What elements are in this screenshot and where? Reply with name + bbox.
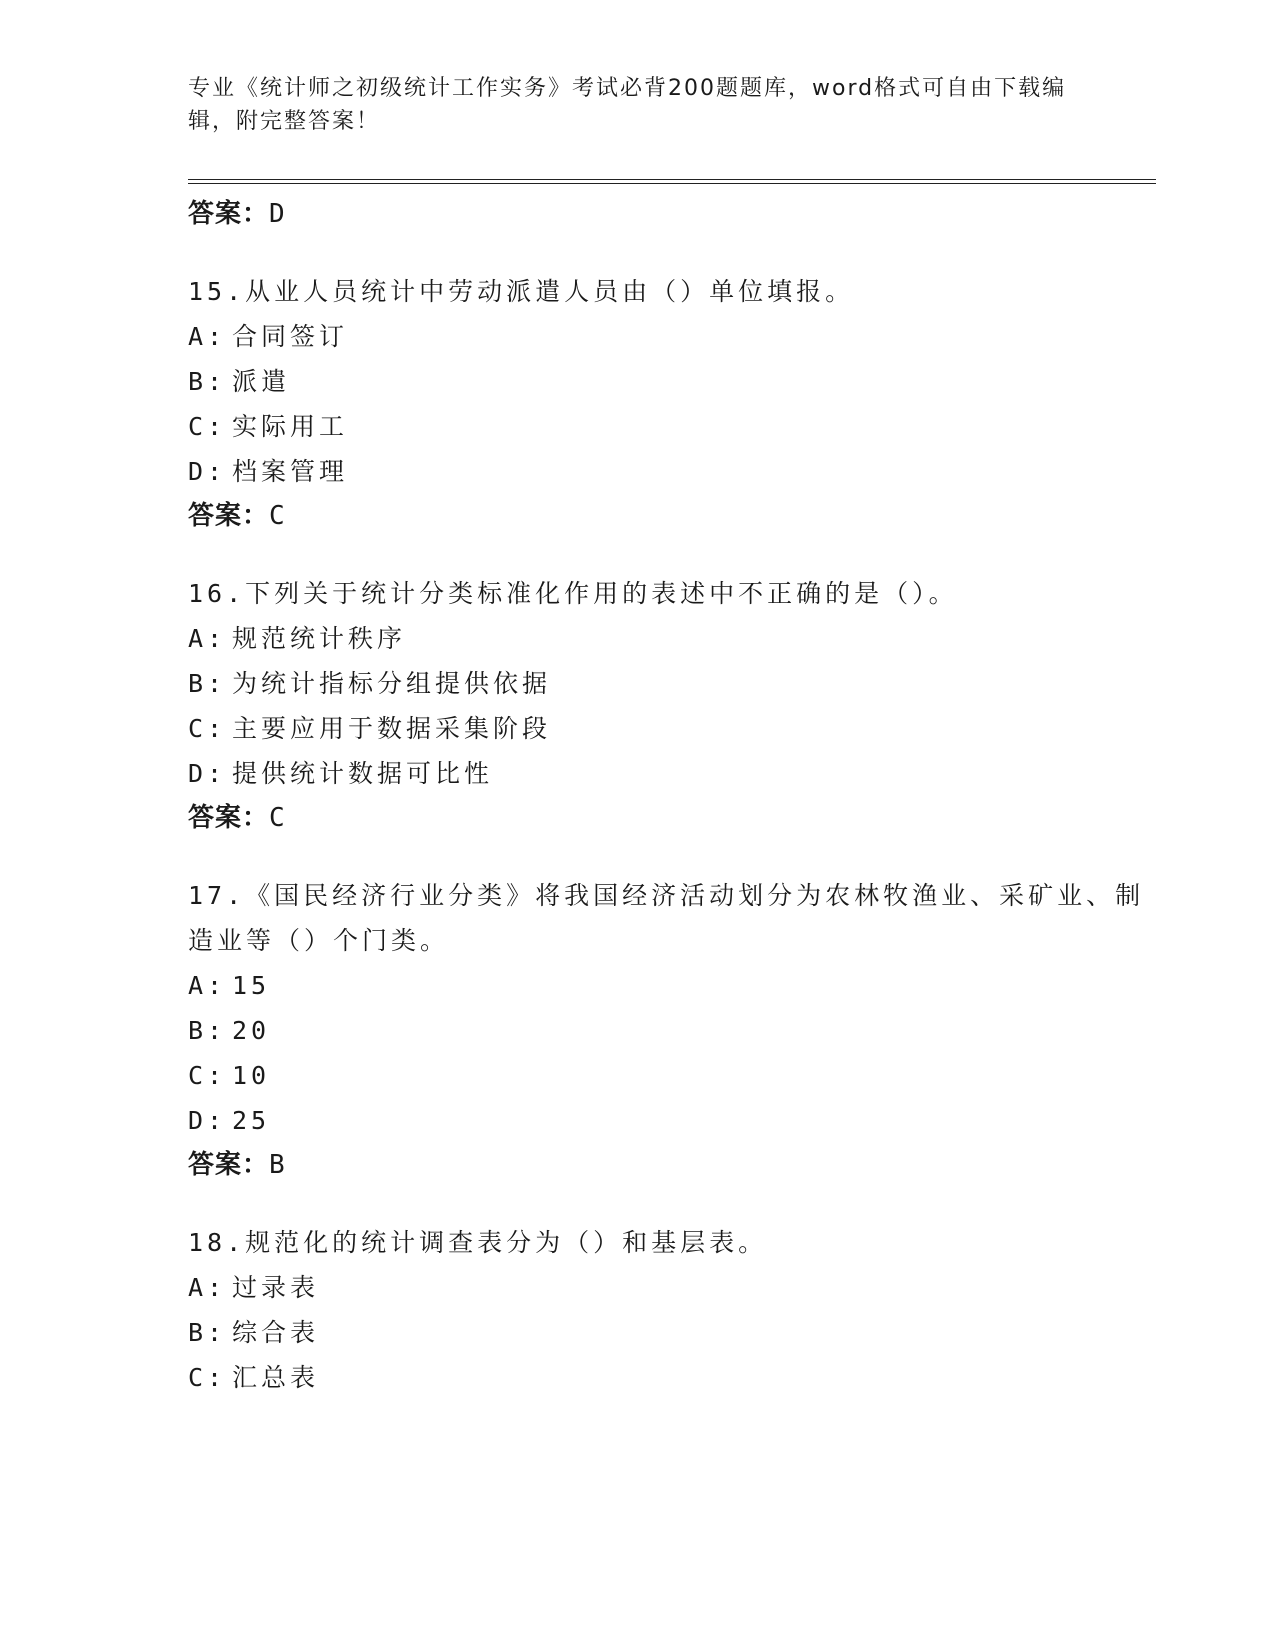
question-17 (188, 873, 1148, 1188)
header-divider-bottom (188, 183, 1156, 184)
answer-value: D (269, 199, 286, 229)
option-c (188, 1355, 1148, 1400)
option-text: 综合表 (232, 1318, 320, 1347)
option-text: 为统计指标分组提供依据 (232, 669, 552, 698)
option-letter: A: (188, 624, 227, 653)
document-body (188, 192, 1148, 1400)
answer-label: 答案： (188, 501, 270, 531)
question-text: 17.《国民经济行业分类》将我国经济活动划分为农林牧渔业、采矿业、制造业等（）个门类。 (188, 881, 1145, 955)
option-letter: B: (188, 1016, 227, 1045)
option-letter: B: (188, 669, 227, 698)
question-18 (188, 1220, 1148, 1400)
option-letter: B: (188, 1318, 227, 1347)
option-text: 25 (232, 1106, 271, 1135)
option-text: 规范统计秩序 (232, 624, 407, 653)
answer-value: B (269, 1150, 286, 1180)
question-text: 15.从业人员统计中劳动派遣人员由（）单位填报。 (188, 277, 855, 306)
option-text: 过录表 (232, 1273, 320, 1302)
option-a (188, 616, 1148, 661)
header-divider-top (188, 179, 1156, 180)
answer-line (188, 796, 1148, 841)
option-letter: C: (188, 714, 227, 743)
option-letter: A: (188, 971, 227, 1000)
option-letter: A: (188, 1273, 227, 1302)
answer-value: C (269, 501, 286, 531)
option-letter: D: (188, 1106, 227, 1135)
option-b (188, 1310, 1148, 1355)
answer-line (188, 192, 1148, 237)
answer-line (188, 494, 1148, 539)
option-letter: C: (188, 1061, 227, 1090)
option-b (188, 359, 1148, 404)
option-c (188, 404, 1148, 449)
option-b (188, 661, 1148, 706)
answer-value: C (269, 803, 286, 833)
option-c (188, 1053, 1148, 1098)
option-text: 15 (232, 971, 271, 1000)
option-a (188, 314, 1148, 359)
option-d (188, 449, 1148, 494)
option-a (188, 963, 1148, 1008)
question-15 (188, 269, 1148, 539)
answer-label: 答案： (188, 199, 270, 229)
option-letter: B: (188, 367, 227, 396)
option-text: 20 (232, 1016, 271, 1045)
option-text: 实际用工 (232, 412, 349, 441)
option-b (188, 1008, 1148, 1053)
question-text: 18.规范化的统计调查表分为（）和基层表。 (188, 1228, 768, 1257)
option-letter: C: (188, 1363, 227, 1392)
option-letter: C: (188, 412, 227, 441)
answer-line (188, 1143, 1148, 1188)
option-letter: D: (188, 759, 227, 788)
option-text: 合同签订 (232, 322, 349, 351)
option-d (188, 751, 1148, 796)
option-letter: D: (188, 457, 227, 486)
option-text: 主要应用于数据采集阶段 (232, 714, 552, 743)
option-text: 档案管理 (232, 457, 349, 486)
document-header: 专业《统计师之初级统计工作实务》考试必背200题题库，word格式可自由下载编辑，附完整答案！ (188, 76, 1067, 134)
option-c (188, 706, 1148, 751)
question-16 (188, 571, 1148, 841)
question-text: 16.下列关于统计分类标准化作用的表述中不正确的是（）。 (188, 579, 958, 608)
option-letter: A: (188, 322, 227, 351)
option-d (188, 1098, 1148, 1143)
option-text: 提供统计数据可比性 (232, 759, 494, 788)
option-text: 10 (232, 1061, 271, 1090)
option-a (188, 1265, 1148, 1310)
answer-label: 答案： (188, 1150, 270, 1180)
option-text: 派遣 (232, 367, 291, 396)
answer-label: 答案： (188, 803, 270, 833)
option-text: 汇总表 (232, 1363, 320, 1392)
